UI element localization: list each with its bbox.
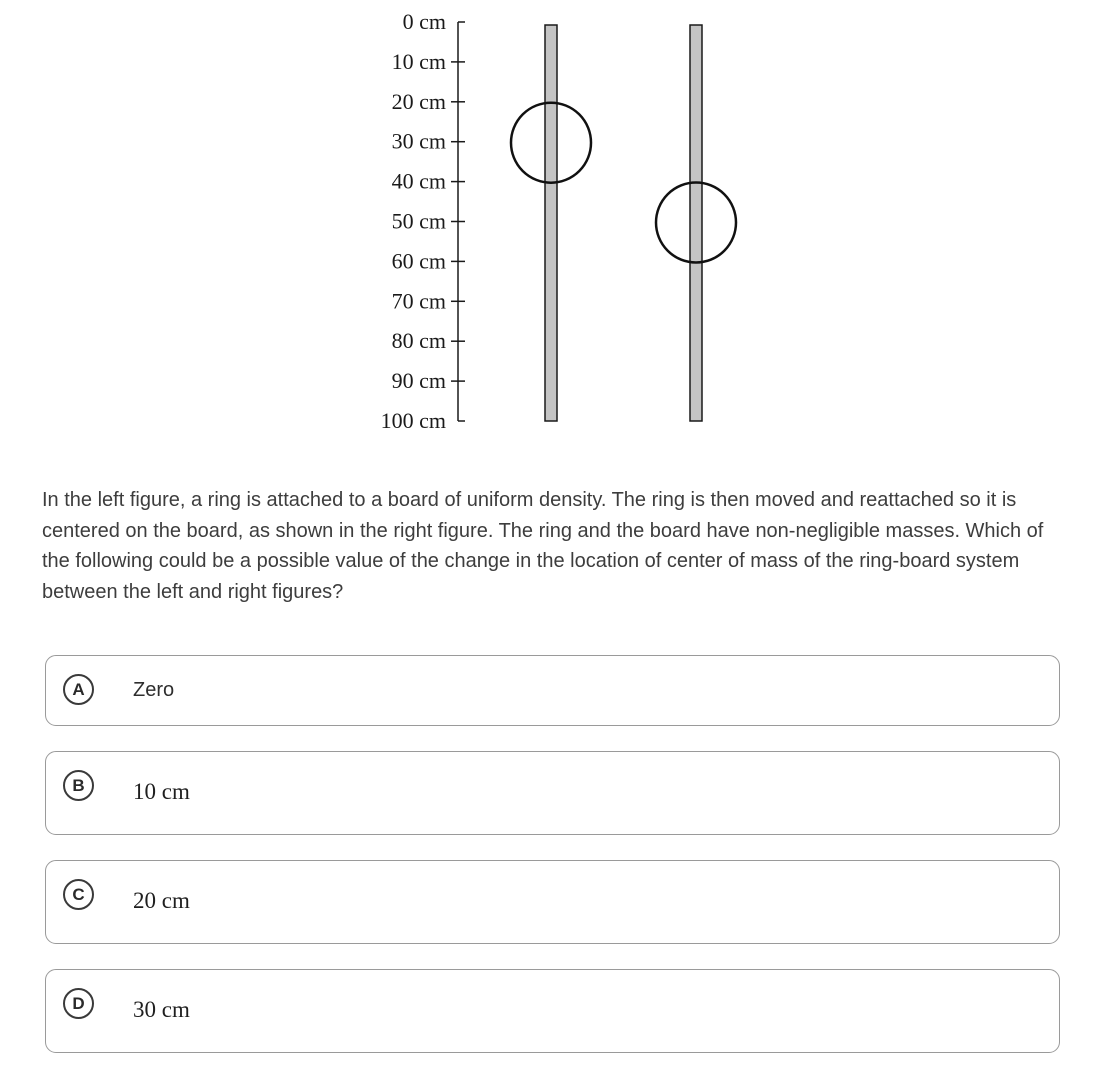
centimeter-scale [381,9,465,433]
scale-label-10: 10 cm [391,48,446,74]
left-board [545,25,557,421]
scale-label-100: 100 cm [380,408,446,433]
choice-d-text: 30 cm [133,997,190,1022]
scale-label-90: 90 cm [391,368,446,394]
scale-label-60: 60 cm [391,248,446,274]
question-text: In the left figure, a ring is attached to a board of uniform density. The ring is then moved and reattached so it is centered on the board, as shown in the right figure. The ring and the board have non-negligible masses. Which of the following could be a possible value of the change in the location of center of mass of the ring-board system between the left and right figures? [42,489,1044,603]
choice-b-letter-badge: B [63,770,94,801]
choice-c-text: 20 cm [133,888,190,913]
scale-label-70: 70 cm [391,288,446,314]
scale-label-40: 40 cm [391,168,446,194]
choice-a-letter-badge: A [63,674,94,705]
ring-board-figure [0,0,1098,450]
choice-d-letter-badge: D [63,988,94,1019]
choice-c[interactable] [45,860,1060,944]
scale-label-30: 30 cm [391,128,446,154]
choice-b-text: 10 cm [133,779,190,804]
choice-b[interactable] [45,751,1060,835]
scale-label-0: 0 cm [402,9,446,34]
right-board [690,25,702,421]
choice-c-letter-badge: C [63,879,94,910]
scale-label-80: 80 cm [391,328,446,354]
choice-a-text: Zero [133,679,175,701]
choice-d[interactable] [45,969,1060,1053]
choice-a[interactable] [45,655,1060,726]
scale-label-20: 20 cm [391,88,446,114]
scale-label-50: 50 cm [391,208,446,234]
